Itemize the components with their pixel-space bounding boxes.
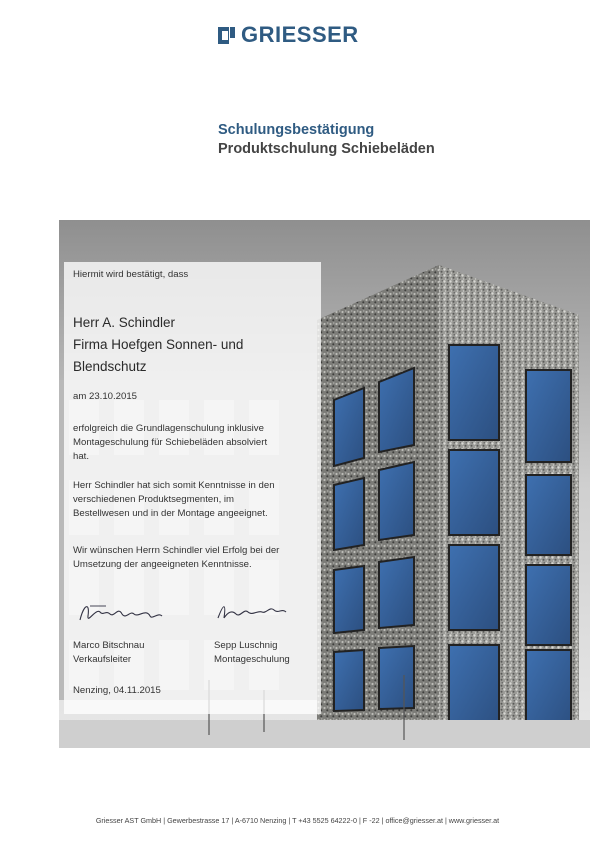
recipient-name: Herr A. Schindler Firma Hoefgen Sonnen- und Blendschutz [73, 315, 244, 374]
signature-luschnig [214, 598, 294, 628]
intro-text: Hiermit wird bestätigt, dass [73, 269, 189, 280]
signature-bitschnau [76, 598, 166, 628]
paragraph-knowledge: Herr Schindler hat sich somit Kenntnisse in den verschiedenen Produktsegmenten, im Bestellwesen und in der Montage angeeignet. [73, 480, 275, 519]
paragraph-completion: erfolgreich die Grundlagenschulung inklusive Montageschulung für Schiebeläden absolviert hat. [73, 423, 268, 462]
certificate-subtitle: Produktschulung Schiebeläden [218, 141, 435, 157]
paragraph-wishes: Wir wünschen Herrn Schindler viel Erfolg bei der Umsetzung der angeeigneten Kenntnisse. [73, 545, 280, 570]
training-date: am 23.10.2015 [73, 391, 138, 402]
signer1-name: Marco Bitschnau [73, 640, 145, 651]
place-date: Nenzing, 04.11.2015 [73, 685, 161, 696]
logo-mark-icon [218, 27, 235, 44]
certificate-panel [64, 262, 321, 714]
logo-text: GRIESSER [241, 22, 359, 47]
signer2-name: Sepp Luschnig [214, 640, 278, 651]
griesser-logo [218, 22, 359, 48]
signer1-role: Verkaufsleiter [73, 654, 132, 665]
signer2-role: Montageschulung [214, 654, 290, 665]
certificate-title: Schulungsbestätigung [218, 122, 375, 138]
footer-contact: Griesser AST GmbH | Gewerbestrasse 17 | A-6710 Nenzing | T +43 5525 64222-0 | F -22 | office@griesser.at | www.griesser.at [95, 816, 500, 825]
